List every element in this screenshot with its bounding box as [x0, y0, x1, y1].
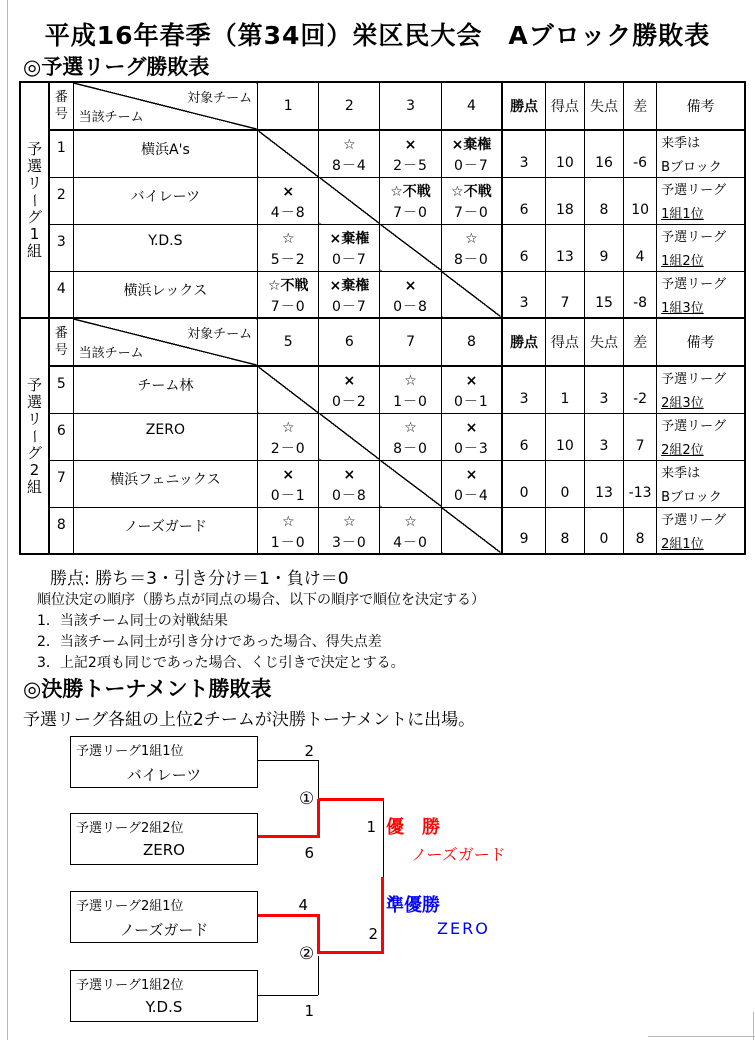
sf2-bottom-score: 1 [304, 1002, 314, 1020]
match-cell: × 0－1 [258, 460, 319, 507]
sf2-to-final-line [318, 951, 384, 954]
goals-for-value: 7 [545, 271, 584, 318]
goals-against-value: 3 [584, 366, 623, 413]
league-section-heading: ◎予選リーグ勝敗表 [23, 55, 210, 79]
header-col-6: 6 [319, 318, 380, 366]
sf2-winner-out-line [258, 914, 320, 917]
match-cell: ☆ 8－0 [441, 224, 502, 271]
diff-value: -13 [624, 460, 657, 507]
points-value: 6 [502, 224, 545, 271]
seed-team: ZERO [143, 841, 185, 859]
header-remarks: 備考 [657, 318, 745, 366]
frame-right-border [753, 1012, 754, 1040]
header-diff: 差 [624, 318, 657, 366]
header-points: 勝点 [502, 318, 545, 366]
tiebreak-intro: 順位決定の順序（勝ち点が同点の場合、以下の順序で順位を決定する） [37, 592, 485, 608]
frame-left-border [7, 0, 8, 1040]
match-cell: × 0－2 [319, 366, 380, 413]
goals-for-value: 10 [545, 130, 584, 177]
match-cell: × 0－1 [441, 366, 502, 413]
sf1-winner-up-line [317, 799, 320, 838]
header-col-7: 7 [380, 318, 441, 366]
sf1-to-final-line [318, 798, 384, 801]
table-row [20, 130, 745, 177]
team-number: 3 [49, 224, 73, 271]
diff-value: -2 [624, 366, 657, 413]
table-row [20, 507, 745, 554]
self-match-cell [441, 271, 502, 318]
self-match-cell [258, 366, 319, 413]
match-cell: ☆不戦 7－0 [441, 177, 502, 224]
tiebreak-item: 1．当該チーム同士の対戦結果 [37, 613, 228, 629]
match-cell: ☆ 4－0 [380, 507, 441, 554]
sf1-top-join-line [318, 760, 319, 800]
match1-mark: ① [299, 789, 315, 809]
team-name: Y.D.S [73, 224, 258, 271]
goals-for-value: 8 [545, 507, 584, 554]
bracket-subtitle: 予選リーグ各組の上位2チームが決勝トーナメントに出場。 [23, 710, 476, 730]
sf2-top-score: 4 [298, 896, 308, 914]
champion-title: 優 勝 [386, 817, 440, 838]
team-number: 5 [49, 366, 73, 413]
goals-against-value: 3 [584, 413, 623, 460]
header-goals-against: 失点 [584, 318, 623, 366]
seed-team: ノーズガード [119, 921, 209, 939]
champion-team: ノーズガード [411, 845, 506, 864]
group1-label: 予 選 リ ー グ 1 組 [20, 82, 49, 318]
sf2-bottom-line [258, 995, 318, 996]
diff-value: 10 [624, 177, 657, 224]
header-col-3: 3 [380, 82, 441, 130]
self-match-cell [319, 413, 380, 460]
match-cell: × 0－4 [441, 460, 502, 507]
remarks-cell: 予選リーグ 2組2位 [657, 413, 745, 460]
goals-for-value: 0 [545, 460, 584, 507]
header-col-8: 8 [441, 318, 502, 366]
table-row [20, 413, 745, 460]
table-row [20, 271, 745, 318]
team-name: ノーズガード [73, 507, 258, 554]
remarks-cell: 予選リーグ 1組1位 [657, 177, 745, 224]
match-cell: ×棄権 0－7 [441, 130, 502, 177]
table-row [20, 460, 745, 507]
goals-for-value: 13 [545, 224, 584, 271]
goals-against-value: 15 [584, 271, 623, 318]
page-title: 平成16年春季（第34回）栄区民大会 Aブロック勝敗表 [44, 21, 711, 50]
points-rule: 勝点: 勝ち＝3・引き分け＝1・負け＝0 [50, 569, 349, 589]
sf2-bottom-join-line [318, 956, 319, 995]
goals-against-value: 16 [584, 130, 623, 177]
header-points: 勝点 [502, 82, 545, 130]
diff-value: 4 [624, 224, 657, 271]
points-value: 6 [502, 413, 545, 460]
match-cell: ×棄権 0－7 [319, 224, 380, 271]
remarks-cell: 予選リーグ 2組1位 [657, 507, 745, 554]
match-cell: ☆不戦 7－0 [380, 177, 441, 224]
header-own-team: 当該チーム [78, 346, 144, 361]
frame-bottom-border [648, 1036, 755, 1037]
points-value: 9 [502, 507, 545, 554]
goals-against-value: 0 [584, 507, 623, 554]
remarks-cell: 予選リーグ 1組2位 [657, 224, 745, 271]
tiebreak-item: 2．当該チーム同士が引き分けであった場合、得失点差 [37, 634, 382, 650]
table-row [20, 177, 745, 224]
header-col-5: 5 [258, 318, 319, 366]
final-line-top [383, 800, 384, 877]
team-name: バイレーツ [73, 177, 258, 224]
points-value: 6 [502, 177, 545, 224]
sf2-winner-down-line [317, 914, 320, 954]
header-col-4: 4 [441, 82, 502, 130]
points-value: 3 [502, 366, 545, 413]
sf1-winner-out-line [258, 835, 320, 838]
goals-against-value: 8 [584, 177, 623, 224]
match-cell: ☆不戦 7－0 [258, 271, 319, 318]
header-diff: 差 [624, 82, 657, 130]
team-name: 横浜A's [73, 130, 258, 177]
final-bottom-score: 2 [368, 925, 378, 943]
header-diagonal-cell [73, 82, 258, 130]
bracket-section-heading: ◎決勝トーナメント勝敗表 [23, 677, 272, 701]
header-goals-against: 失点 [584, 82, 623, 130]
sf1-bottom-score: 6 [304, 844, 314, 862]
runnerup-title: 準優勝 [386, 895, 440, 916]
table-row [20, 224, 745, 271]
header-target-team: 対象チーム [187, 91, 253, 106]
league-table [19, 81, 746, 555]
goals-against-value: 13 [584, 460, 623, 507]
team-number: 8 [49, 507, 73, 554]
header-col-2: 2 [319, 82, 380, 130]
team-number: 7 [49, 460, 73, 507]
team-name: ZERO [73, 413, 258, 460]
match-cell: ☆ 5－2 [258, 224, 319, 271]
match-cell: ☆ 3－0 [319, 507, 380, 554]
header-own-team: 当該チーム [78, 110, 144, 125]
match2-mark: ② [299, 944, 315, 964]
goals-for-value: 10 [545, 413, 584, 460]
self-match-cell [380, 460, 441, 507]
group2-label: 予 選 リ ー グ 2 組 [20, 318, 49, 554]
header-remarks: 備考 [657, 82, 745, 130]
points-value: 0 [502, 460, 545, 507]
sf1-top-score: 2 [304, 742, 314, 760]
remarks-cell: 来季は Bブロック [657, 460, 745, 507]
seed-label: 予選リーグ2組1位 [76, 899, 184, 914]
table-row [20, 366, 745, 413]
sf1-top-line [258, 760, 318, 761]
diff-value: -6 [624, 130, 657, 177]
bracket-seed-box [70, 736, 258, 788]
points-value: 3 [502, 271, 545, 318]
diff-value: -8 [624, 271, 657, 318]
match-cell: × 0－3 [441, 413, 502, 460]
self-match-cell [258, 130, 319, 177]
runnerup-team: ZERO [437, 919, 490, 938]
match-cell: ×棄権 0－7 [319, 271, 380, 318]
match-cell: ☆ 1－0 [258, 507, 319, 554]
seed-label: 予選リーグ1組1位 [76, 744, 184, 759]
match-cell: ☆ 2－0 [258, 413, 319, 460]
tiebreak-item: 3．上記2項も同じであった場合、くじ引きで決定とする。 [37, 655, 405, 671]
self-match-cell [380, 224, 441, 271]
goals-against-value: 9 [584, 224, 623, 271]
bracket-seed-box [70, 970, 258, 1022]
final-top-score: 1 [366, 818, 376, 836]
goals-for-value: 18 [545, 177, 584, 224]
team-number: 6 [49, 413, 73, 460]
header-goals-for: 得点 [545, 82, 584, 130]
match-cell: × 4－8 [258, 177, 319, 224]
self-match-cell [319, 177, 380, 224]
seed-label: 予選リーグ2組2位 [76, 821, 184, 836]
match-cell: × 2－5 [380, 130, 441, 177]
team-number: 1 [49, 130, 73, 177]
goals-for-value: 1 [545, 366, 584, 413]
diff-value: 8 [624, 507, 657, 554]
final-line-bottom [381, 877, 384, 954]
header-goals-for: 得点 [545, 318, 584, 366]
header-col-1: 1 [258, 82, 319, 130]
diff-value: 7 [624, 413, 657, 460]
bracket-seed-box [70, 891, 258, 943]
match-cell: ☆ 8－4 [319, 130, 380, 177]
team-name: チーム林 [73, 366, 258, 413]
seed-team: Y.D.S [145, 998, 183, 1016]
seed-label: 予選リーグ1組2位 [76, 978, 184, 993]
remarks-cell: 予選リーグ 2組3位 [657, 366, 745, 413]
bracket-seed-box [70, 813, 258, 865]
match-cell: × 0－8 [319, 460, 380, 507]
points-value: 3 [502, 130, 545, 177]
remarks-cell: 来季は Bブロック [657, 130, 745, 177]
match-cell: ☆ 8－0 [380, 413, 441, 460]
header-number: 番 号 [49, 82, 73, 130]
team-number: 4 [49, 271, 73, 318]
match-cell: ☆ 1－0 [380, 366, 441, 413]
seed-team: バイレーツ [126, 766, 202, 784]
team-number: 2 [49, 177, 73, 224]
remarks-cell: 予選リーグ 1組3位 [657, 271, 745, 318]
team-name: 横浜フェニックス [73, 460, 258, 507]
header-number: 番 号 [49, 318, 73, 366]
header-diagonal-cell [73, 318, 258, 366]
team-name: 横浜レックス [73, 271, 258, 318]
header-target-team: 対象チーム [187, 327, 253, 342]
match-cell: × 0－8 [380, 271, 441, 318]
self-match-cell [441, 507, 502, 554]
